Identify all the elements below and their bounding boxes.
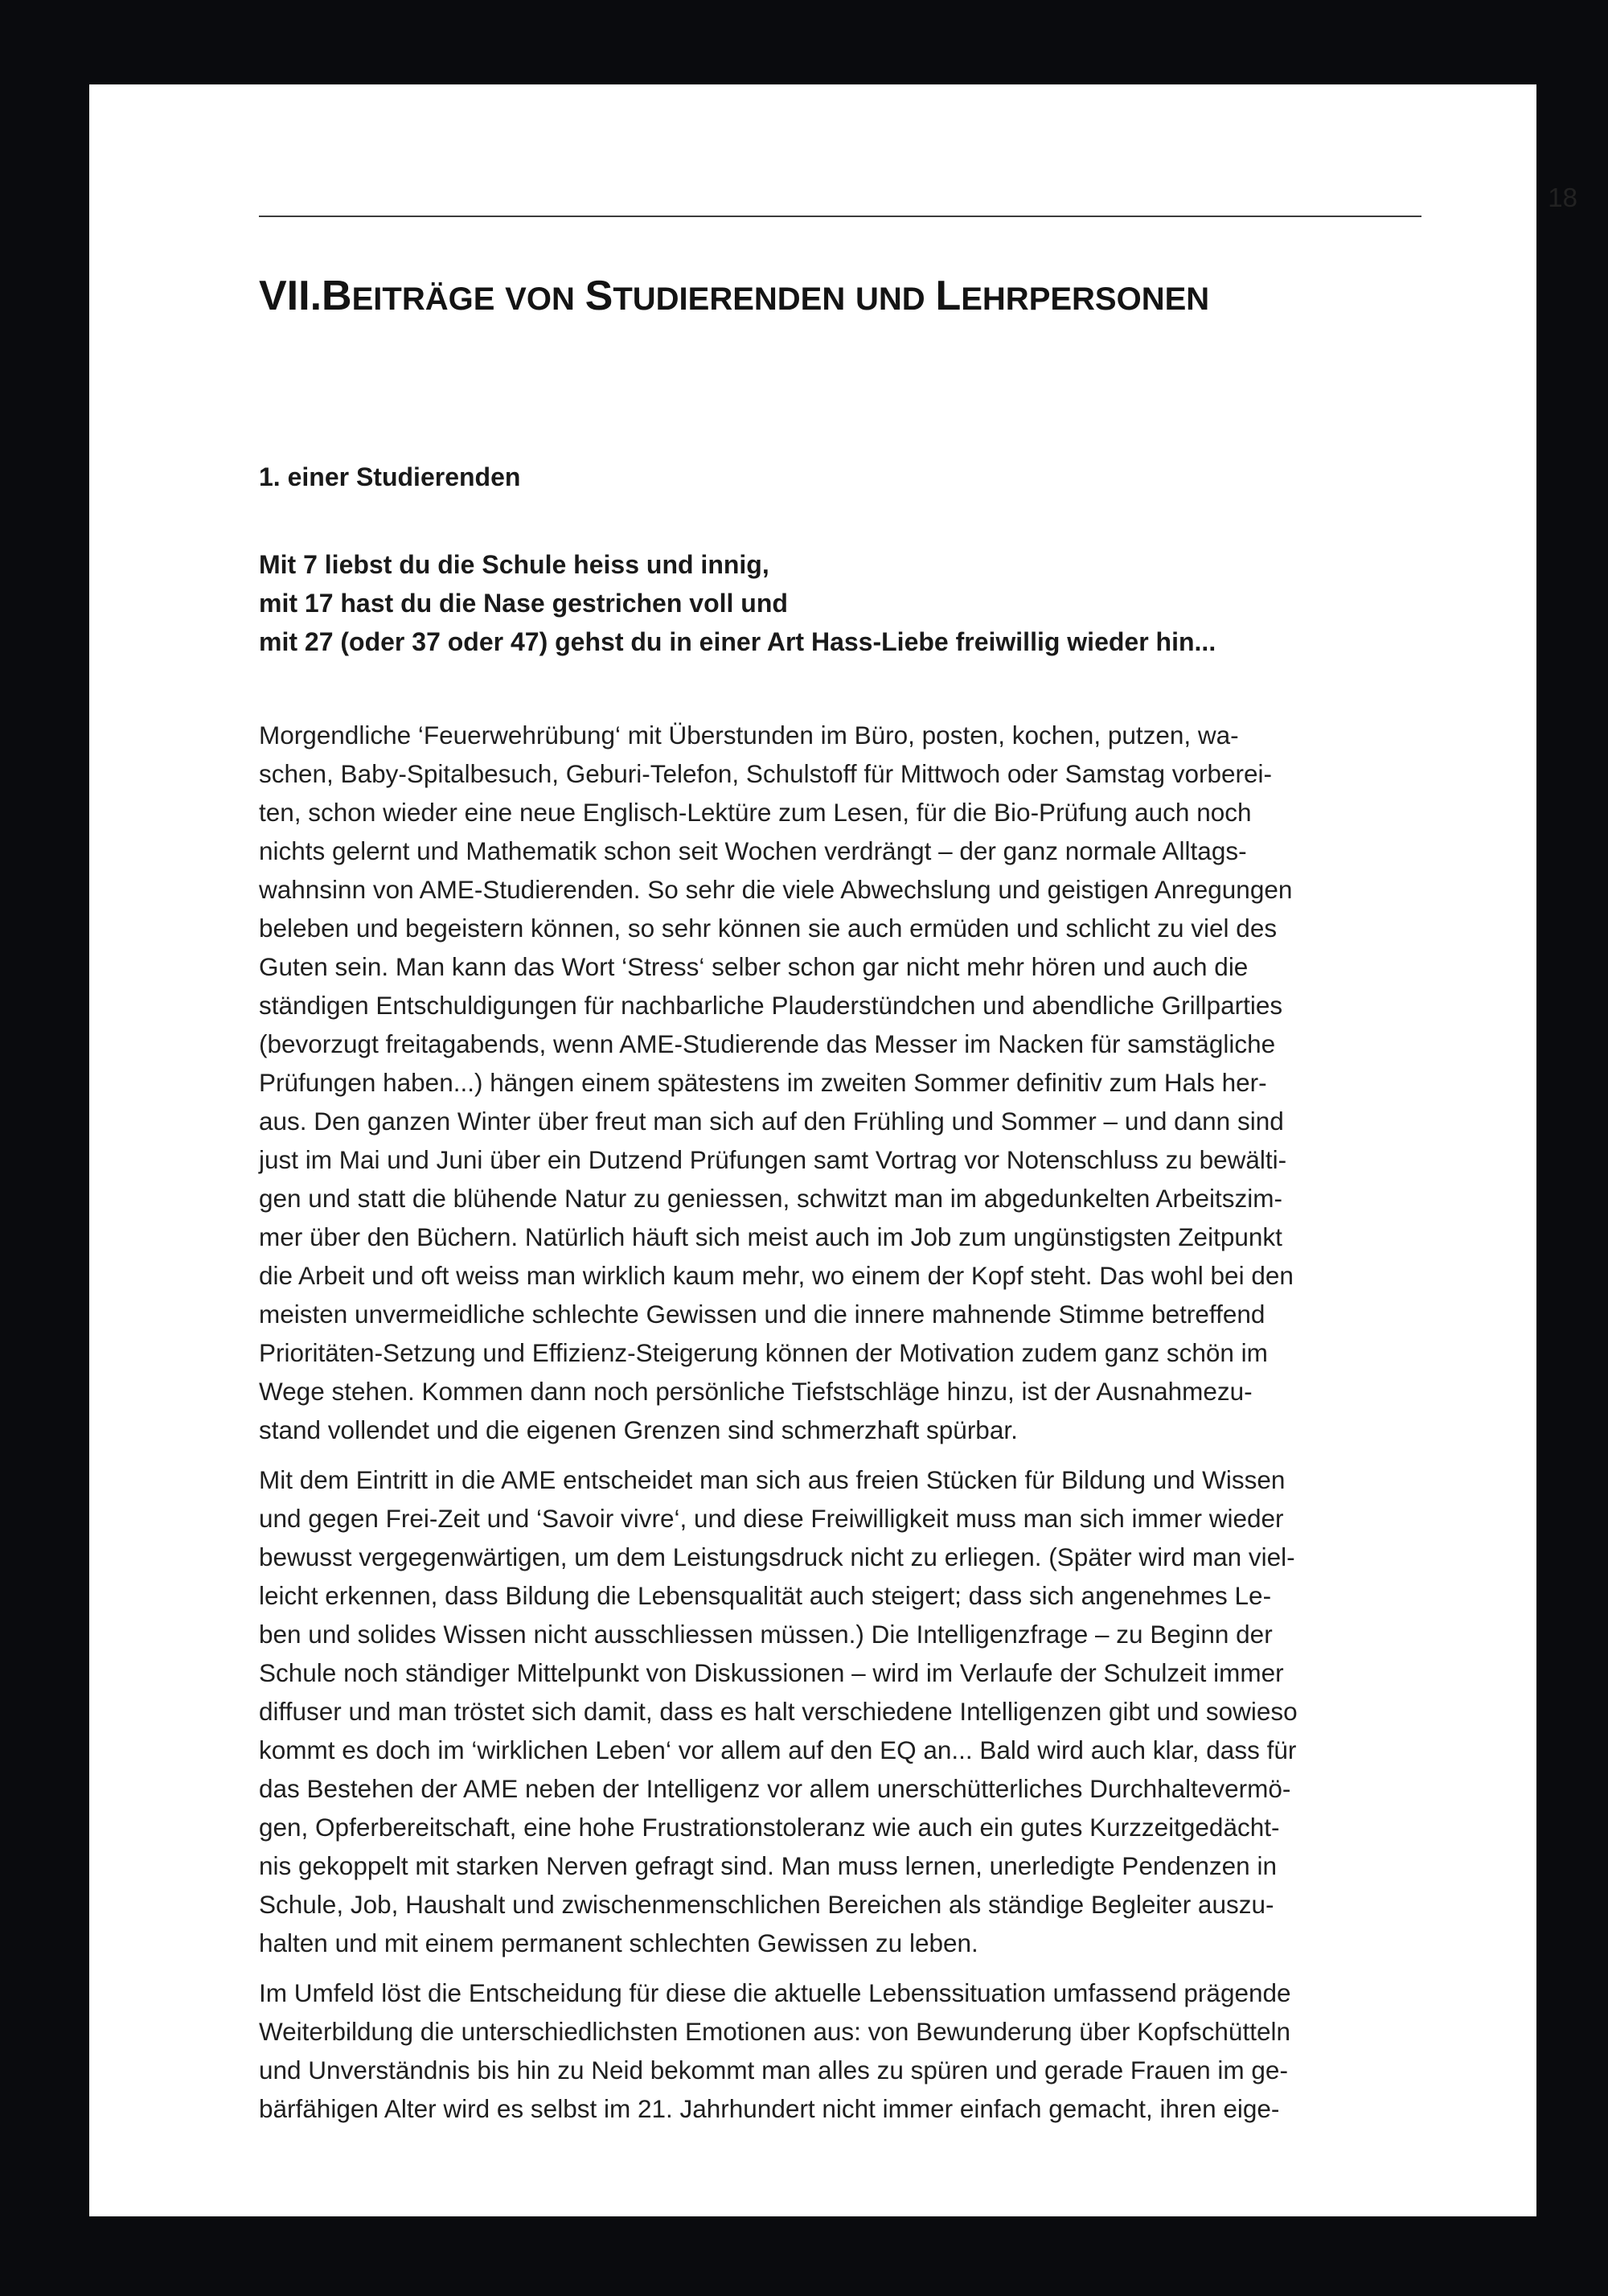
text-line: und Unverständnis bis hin zu Neid bekommt man alles zu spüren und gerade Frauen im ge-	[259, 2056, 1288, 2084]
text-line: Prüfungen haben...) hängen einem spätestens im zweiten Sommer definitiv zum Hals her-	[259, 1068, 1267, 1097]
text-line: mer über den Büchern. Natürlich häuft sich meist auch im Job zum ungünstigsten Zeitpunkt	[259, 1222, 1282, 1251]
section-title: 1. einer Studierenden	[259, 462, 521, 491]
text-line: bewusst vergegenwärtigen, um dem Leistungsdruck nicht zu erliegen. (Später wird man viel-	[259, 1542, 1295, 1571]
text-line: wahnsinn von AME-Studierenden. So sehr die viele Abwechslung und geistigen Anregungen	[259, 875, 1293, 904]
body-text	[259, 716, 1433, 2139]
text-line: ständigen Entschuldigungen für nachbarliche Plauderstündchen und abendliche Grillparties	[259, 991, 1283, 1020]
text-line: beleben und begeistern können, so sehr können sie auch ermüden und schlicht zu viel des	[259, 914, 1278, 943]
text-line: Schule noch ständiger Mittelpunkt von Diskussionen – wird im Verlaufe der Schulzeit immer	[259, 1658, 1284, 1687]
text-line: ten, schon wieder eine neue Englisch-Lektüre zum Lesen, für die Bio-Prüfung auch noch	[259, 798, 1252, 827]
text-line: stand vollendet und die eigenen Grenzen sind schmerzhaft spürbar.	[259, 1415, 1018, 1444]
text-line: das Bestehen der AME neben der Intelligenz vor allem unerschütterliches Durchhaltevermö-	[259, 1774, 1291, 1803]
text-line: ben und solides Wissen nicht ausschliessen müssen.) Die Intelligenzfrage – zu Beginn der	[259, 1620, 1273, 1649]
text-line: meisten unvermeidliche schlechte Gewissen und die innere mahnende Stimme betreffend	[259, 1300, 1265, 1329]
text-line: just im Mai und Juni über ein Dutzend Prüfungen samt Vortrag vor Notenschluss zu bewälti-	[259, 1145, 1287, 1174]
paragraph-2	[259, 1460, 1433, 1962]
text-line: Guten sein. Man kann das Wort ‘Stress‘ selber schon gar nicht mehr hören und auch die	[259, 952, 1249, 981]
document-page	[89, 84, 1577, 2216]
title-cap: L	[935, 273, 962, 319]
motto	[259, 545, 1216, 661]
text-line: die Arbeit und oft weiss man wirklich kaum mehr, wo einem der Kopf steht. Das wohl bei den	[259, 1261, 1294, 1290]
chapter-numeral: VII.	[259, 273, 322, 319]
paragraph-3	[259, 1974, 1433, 2128]
text-line: halten und mit einem permanent schlechten Gewissen zu leben.	[259, 1928, 978, 1957]
motto-line: Mit 7 liebst du die Schule heiss und innig,	[259, 550, 769, 579]
text-line: diffuser und man tröstet sich damit, dass es halt verschiedene Intelligenzen gibt und sowieso	[259, 1697, 1298, 1726]
page-number: 18	[1548, 183, 1577, 212]
title-rest: TUDIERENDEN	[613, 281, 846, 317]
text-line: gen, Opferbereitschaft, eine hohe Frustrationstoleranz wie auch ein gutes Kurzzeitgedächt-	[259, 1813, 1280, 1842]
text-line: schen, Baby-Spitalbesuch, Geburi-Telefon, Schulstoff für Mittwoch oder Samstag vorberei-	[259, 759, 1273, 788]
title-cap: B	[322, 273, 352, 319]
chapter-title	[259, 272, 1209, 320]
text-line: Mit dem Eintritt in die AME entscheidet man sich aus freien Stücken für Bildung und Wissen	[259, 1465, 1286, 1494]
text-line: und gegen Frei-Zeit und ‘Savoir vivre‘, und diese Freiwilligkeit muss man sich immer wieder	[259, 1504, 1284, 1533]
text-line: Prioritäten-Setzung und Effizienz-Steigerung können der Motivation zudem ganz schön im	[259, 1338, 1268, 1367]
text-line: aus. Den ganzen Winter über freut man sich auf den Frühling und Sommer – und dann sind	[259, 1107, 1284, 1136]
text-line: (bevorzugt freitagabends, wenn AME-Studierende das Messer im Nacken für samstägliche	[259, 1029, 1276, 1058]
header-rule	[259, 216, 1421, 217]
text-line: leicht erkennen, dass Bildung die Lebensqualität auch steigert; dass sich angenehmes Le-	[259, 1581, 1272, 1610]
text-line: Wege stehen. Kommen dann noch persönliche Tiefstschläge hinzu, ist der Ausnahmezu-	[259, 1377, 1253, 1406]
text-line: Im Umfeld löst die Entscheidung für diese die aktuelle Lebenssituation umfassend prägende	[259, 1978, 1291, 2007]
text-line: bärfähigen Alter wird es selbst im 21. Jahrhundert nicht immer einfach gemacht, ihren eige-	[259, 2094, 1280, 2123]
motto-line: mit 17 hast du die Nase gestrichen voll und	[259, 589, 788, 618]
text-line: Morgendliche ‘Feuerwehrübung‘ mit Überstunden im Büro, posten, kochen, putzen, wa-	[259, 721, 1239, 750]
paragraph-1	[259, 716, 1433, 1449]
title-cap: S	[585, 273, 613, 319]
text-line: nichts gelernt und Mathematik schon seit Wochen verdrängt – der ganz normale Alltags-	[259, 836, 1247, 865]
title-rest: EITRÄGE	[351, 281, 495, 317]
motto-line: mit 27 (oder 37 oder 47) gehst du in einer Art Hass-Liebe freiwillig wieder hin...	[259, 627, 1216, 656]
text-line: nis gekoppelt mit starken Nerven gefragt sind. Man muss lernen, unerledigte Pendenzen in	[259, 1851, 1277, 1880]
text-line: Weiterbildung die unterschiedlichsten Emotionen aus: von Bewunderung über Kopfschütteln	[259, 2017, 1290, 2046]
title-rest: UND	[855, 281, 925, 317]
title-rest: EHRPERSONEN	[961, 281, 1210, 317]
title-rest: VON	[505, 281, 575, 317]
text-line: Schule, Job, Haushalt und zwischenmenschlichen Bereichen als ständige Begleiter auszu-	[259, 1890, 1274, 1919]
text-line: kommt es doch im ‘wirklichen Leben‘ vor allem auf den EQ an... Bald wird auch klar, dass für	[259, 1735, 1297, 1764]
text-line: gen und statt die blühende Natur zu geniessen, schwitzt man im abgedunkelten Arbeitszim-	[259, 1184, 1282, 1213]
